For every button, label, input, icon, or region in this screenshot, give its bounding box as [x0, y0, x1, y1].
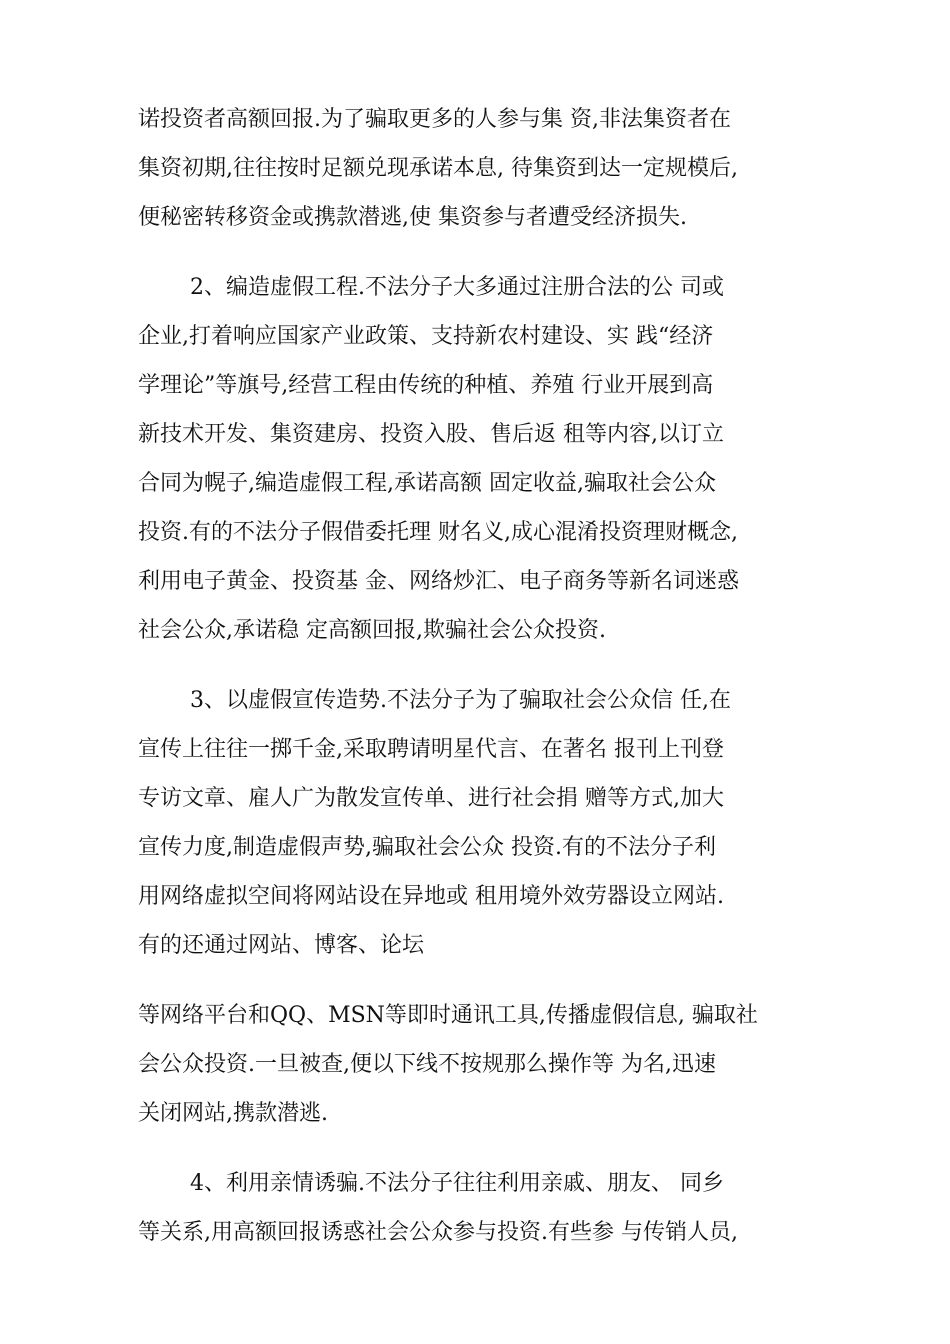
- text-line-15: 宣传力度,制造虚假声势,骗取社会公众 投资.有的不法分子利: [138, 835, 716, 860]
- text-line-22: 等关系,用高额回报诱惑社会公众参与投资.有些参 与传销人员,: [138, 1220, 738, 1245]
- text-line-20: 关闭网站,携款潜逃.: [138, 1101, 328, 1126]
- text-line-7: 新技术开发、集资建房、投资入股、售后返 租等内容,以订立: [138, 422, 724, 447]
- text-line-5: 企业,打着响应国家产业政策、支持新农村建设、实 践“经济: [138, 324, 714, 349]
- text-line-6: 学理论”等旗号,经营工程由传统的种植、养殖 行业开展到高: [138, 373, 714, 398]
- text-line-1: 诺投资者高额回报.为了骗取更多的人参与集 资,非法集资者在: [138, 107, 731, 132]
- text-line-13: 宣传上往往一掷千金,采取聘请明星代言、在著名 报刊上刊登: [138, 737, 724, 762]
- text-line-2: 集资初期,往往按时足额兑现承诺本息, 待集资到达一定规模后,: [138, 156, 738, 181]
- text-line-21: 4、利用亲情诱骗.不法分子往往利用亲戚、朋友、 同乡: [190, 1171, 724, 1196]
- text-line-14: 专访文章、雇人广为散发宣传单、进行社会捐 赠等方式,加大: [138, 786, 724, 811]
- text-line-4: 2、编造虚假工程.不法分子大多通过注册合法的公 司或: [190, 275, 724, 300]
- text-line-12: 3、以虚假宣传造势.不法分子为了骗取社会公众信 任,在: [190, 688, 731, 713]
- text-line-19: 会公众投资.一旦被查,便以下线不按规那么操作等 为名,迅速: [138, 1052, 716, 1077]
- text-line-3: 便秘密转移资金或携款潜逃,使 集资参与者遭受经济损失.: [138, 205, 687, 230]
- text-line-11: 社会公众,承诺稳 定高额回报,欺骗社会公众投资.: [138, 618, 606, 643]
- text-line-17: 有的还通过网站、博客、论坛: [138, 933, 425, 958]
- text-line-16: 用网络虚拟空间将网站设在异地或 租用境外效劳器设立网站.: [138, 884, 724, 909]
- text-line-8: 合同为幌子,编造虚假工程,承诺高额 固定收益,骗取社会公众: [138, 471, 716, 496]
- text-line-18: 等网络平台和QQ、MSN等即时通讯工具,传播虚假信息, 骗取社: [138, 1003, 758, 1028]
- text-line-10: 利用电子黄金、投资基 金、网络炒汇、电子商务等新名词迷惑: [138, 569, 739, 594]
- text-line-9: 投资.有的不法分子假借委托理 财名义,成心混淆投资理财概念,: [138, 520, 738, 545]
